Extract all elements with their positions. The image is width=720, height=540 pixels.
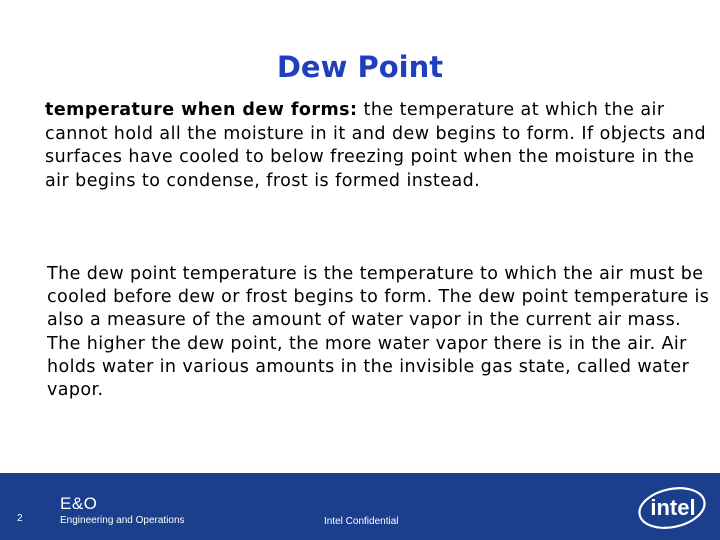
page-number: 2	[17, 513, 23, 524]
intel-logo-text: intel	[650, 495, 696, 520]
slide-title: Dew Point	[276, 50, 444, 84]
eo-logo-subtitle: Engineering and Operations	[60, 515, 185, 526]
eo-logo-mark: E&O	[60, 494, 98, 513]
intel-logo-icon	[636, 483, 708, 533]
definition-term: temperature when dew forms:	[45, 100, 358, 120]
definition-paragraph	[45, 99, 715, 193]
confidential-label: Intel Confidential	[324, 516, 399, 527]
body-paragraph: The dew point temperature is the temperature to which the air must be cooled before dew or frost begins to form. The dew point temperature is also a measure of the amount of water vapor in the current air mass. The higher the dew point, the more water vapor there is in the air. Air holds water in various amounts in the invisible gas state, called water vapor.	[47, 264, 710, 401]
definition-text: the temperature at which the air cannot hold all the moisture in it and dew begins to form. If objects and surfaces have cooled to below freezing point when the moisture in the air begins to condense, frost is formed instead.	[45, 100, 707, 191]
eo-logo	[60, 495, 185, 527]
footer-bar	[0, 473, 720, 540]
